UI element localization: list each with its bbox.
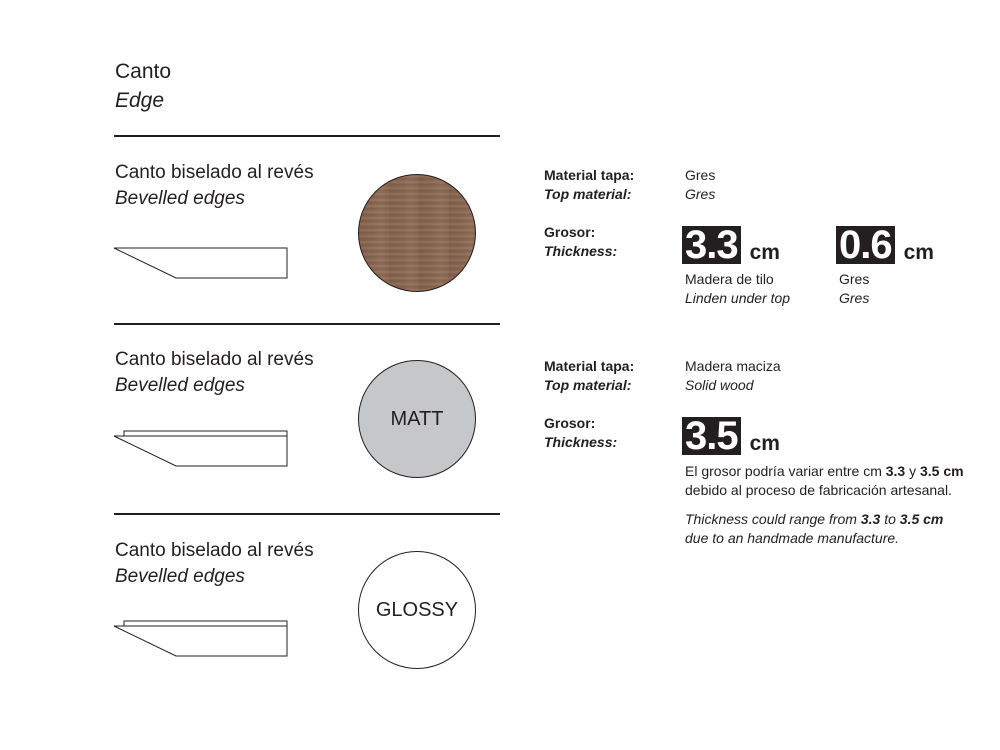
- row1-thickness-a-desc-en: Linden under top: [685, 290, 791, 306]
- note-text: y: [905, 463, 920, 479]
- swatch-matt: [358, 360, 476, 478]
- row1-thickness-a-desc-es: Madera de tilo: [685, 271, 774, 287]
- note-value: 3.3: [885, 463, 906, 479]
- swatch-label: GLOSSY: [375, 598, 459, 621]
- section-subtitle: Edge: [115, 89, 165, 112]
- row1-material-value-es: Gres: [685, 167, 716, 183]
- divider-1: [114, 323, 500, 325]
- thickness-note-es: [685, 462, 964, 500]
- note-value: 3.5 cm: [899, 511, 944, 527]
- note-text: due to an handmade manufacture.: [685, 530, 900, 546]
- row1-material-label-en: Top material:: [544, 186, 632, 202]
- row1-material-label-es: Material tapa:: [544, 167, 635, 183]
- row1-material-value-en: Gres: [685, 186, 716, 202]
- divider-2: [114, 513, 500, 515]
- bevelled-edge-profile-icon: [112, 246, 292, 282]
- row2-material-value-es: Madera maciza: [685, 358, 781, 374]
- row1-thickness-b-desc-es: Gres: [839, 271, 870, 287]
- swatch-label: MATT: [390, 407, 444, 430]
- row1-thickness-b-desc-en: Gres: [839, 290, 870, 306]
- note-text: debido al proceso de fabricación artesanal.: [685, 482, 952, 498]
- note-text: El grosor podría variar entre cm: [685, 463, 886, 479]
- row2-material-value-en: Solid wood: [685, 377, 754, 393]
- divider-top: [114, 135, 500, 137]
- row2-thickness: [682, 414, 780, 458]
- row2-thickness-label-en: Thickness:: [544, 434, 618, 450]
- row1-thickness-label-en: Thickness:: [544, 243, 618, 259]
- note-text: to: [880, 511, 900, 527]
- row2-title: Canto biselado al revés: [115, 349, 314, 370]
- thickness-unit: cm: [903, 241, 934, 264]
- thickness-value: 3.3: [682, 226, 741, 264]
- thickness-note-en: [685, 510, 943, 548]
- row1-thickness-b: [836, 223, 934, 267]
- swatch-wood-gres: [358, 174, 476, 292]
- note-text: Thickness could range from: [685, 511, 861, 527]
- thickness-unit: cm: [749, 432, 780, 455]
- row1-thickness-a: [682, 223, 780, 267]
- bevelled-edge-profile-icon: [112, 428, 292, 470]
- row2-thickness-label-es: Grosor:: [544, 415, 596, 431]
- swatch-glossy: [358, 551, 476, 669]
- row1-subtitle: Bevelled edges: [115, 188, 245, 209]
- bevelled-edge-profile-icon: [112, 618, 292, 660]
- row3-title: Canto biselado al revés: [115, 540, 314, 561]
- row1-thickness-label-es: Grosor:: [544, 224, 596, 240]
- row2-subtitle: Bevelled edges: [115, 375, 245, 396]
- thickness-value: 0.6: [836, 226, 895, 264]
- row2-material-label-es: Material tapa:: [544, 358, 635, 374]
- section-title: Canto: [115, 60, 172, 83]
- note-value: 3.5 cm: [920, 463, 964, 479]
- note-value: 3.3: [860, 511, 881, 527]
- row2-material-label-en: Top material:: [544, 377, 632, 393]
- thickness-unit: cm: [749, 241, 780, 264]
- row3-subtitle: Bevelled edges: [115, 566, 245, 587]
- row1-title: Canto biselado al revés: [115, 162, 314, 183]
- thickness-value: 3.5: [682, 417, 741, 455]
